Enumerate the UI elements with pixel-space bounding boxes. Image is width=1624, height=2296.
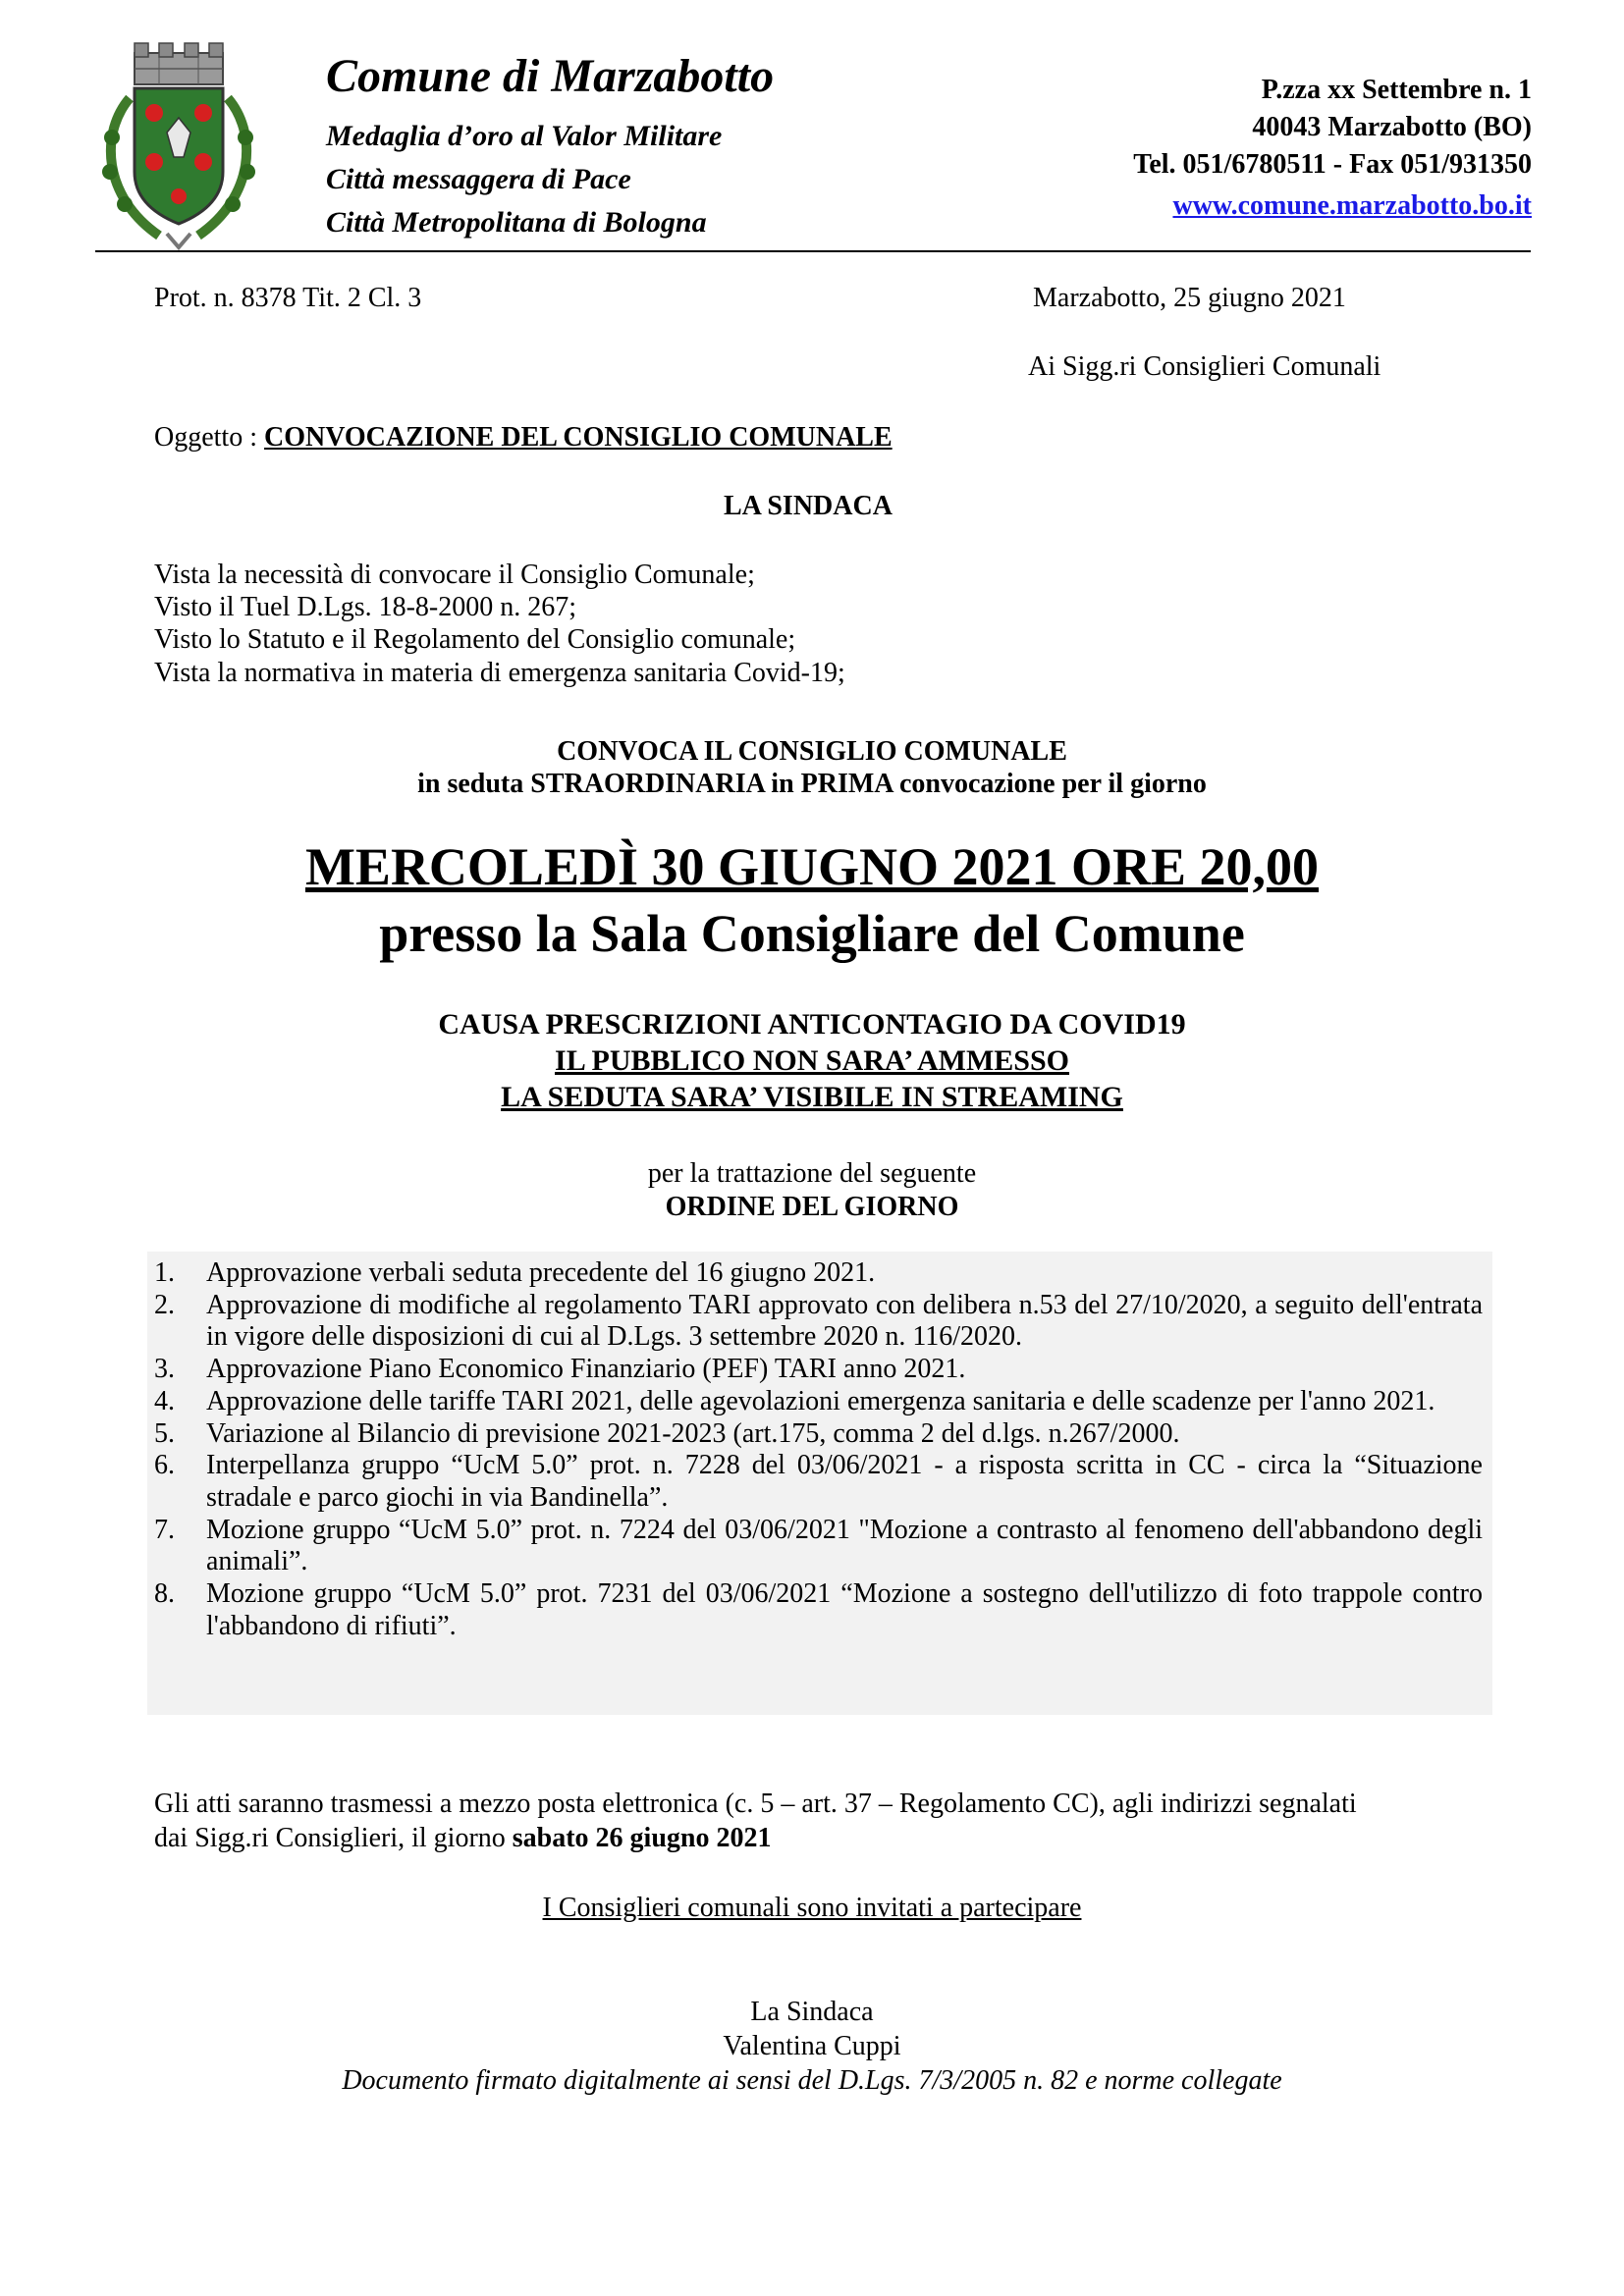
convocation-session: in seduta STRAORDINARIA in PRIMA convocazione per il giorno bbox=[417, 769, 1207, 799]
agenda-intro: per la trattazione del seguente bbox=[647, 1158, 977, 1189]
premise-line: Visto lo Statuto e il Regolamento del Consiglio comunale; bbox=[154, 624, 796, 655]
phone-fax: Tel. 051/6780511 - Fax 051/931350 bbox=[1133, 149, 1532, 180]
agenda-item-text: Approvazione verbali seduta precedente del 16 giugno 2021. bbox=[206, 1257, 876, 1288]
covid-notice-streaming: LA SEDUTA SARA’ VISIBILE IN STREAMING bbox=[501, 1081, 1123, 1113]
agenda-item-number: 1. bbox=[154, 1257, 175, 1288]
agenda-item-number: 8. bbox=[154, 1578, 175, 1610]
agenda-item bbox=[154, 1578, 1483, 1642]
agenda-item bbox=[154, 1386, 1483, 1418]
subject-text: CONVOCAZIONE DEL CONSIGLIO COMUNALE bbox=[264, 422, 893, 453]
agenda-item-number: 4. bbox=[154, 1385, 175, 1416]
recipient: Ai Sigg.ri Consiglieri Comunali bbox=[1028, 351, 1381, 382]
agenda-item-number: 7. bbox=[154, 1514, 175, 1545]
transmission-line: Gli atti saranno trasmessi a mezzo posta elettronica (c. 5 – art. 37 – Regolamento CC), agli indirizzi segnalati bbox=[154, 1789, 1357, 1819]
subject-line bbox=[154, 422, 893, 454]
covid-notice-no-public: IL PUBBLICO NON SARA’ AMMESSO bbox=[555, 1044, 1069, 1077]
agenda-heading: ORDINE DEL GIORNO bbox=[665, 1192, 959, 1222]
agenda-item-text: Approvazione di modifiche al regolamento TARI approvato con delibera n.53 del 27/10/2020, a seguito dell'entrata in vigore delle disposizioni di cui al D.Lgs. 3 settembre 2020 n. 116/2020. bbox=[206, 1289, 1483, 1353]
address-street: P.zza xx Settembre n. 1 bbox=[1261, 75, 1532, 105]
header-divider bbox=[95, 250, 1531, 252]
agenda-item-text: Mozione gruppo “UcM 5.0” prot. 7231 del 03/06/2021 “Mozione a sostegno dell'utilizzo di foto trappole contro l'abbandono di rifiuti”. bbox=[206, 1578, 1483, 1641]
invitation-note: I Consiglieri comunali sono invitati a partecipare bbox=[542, 1893, 1082, 1923]
agenda-item-number: 2. bbox=[154, 1289, 175, 1320]
digital-signature-note: Documento firmato digitalmente ai sensi del D.Lgs. 7/3/2005 n. 82 e norme collegate bbox=[342, 2065, 1282, 2096]
signature-role: La Sindaca bbox=[750, 1997, 874, 2027]
agenda-item-text: Approvazione Piano Economico Finanziario (PEF) TARI anno 2021. bbox=[206, 1354, 966, 1385]
signature-name: Valentina Cuppi bbox=[723, 2031, 901, 2061]
agenda-item bbox=[154, 1257, 1483, 1290]
agenda-item-number: 6. bbox=[154, 1450, 175, 1481]
transmission-date: sabato 26 giugno 2021 bbox=[512, 1823, 772, 1853]
place-date: Marzabotto, 25 giugno 2021 bbox=[1033, 283, 1346, 313]
agenda-item bbox=[154, 1450, 1483, 1514]
address-city: 40043 Marzabotto (BO) bbox=[1252, 112, 1532, 142]
transmission-date-line bbox=[154, 1823, 771, 1854]
meeting-date-time: MERCOLEDÌ 30 GIUGNO 2021 ORE 20,00 bbox=[304, 837, 1320, 896]
header-subtitle-medal: Medaglia d’oro al Valor Militare bbox=[326, 120, 723, 152]
covid-notice-line: CAUSA PRESCRIZIONI ANTICONTAGIO DA COVID19 bbox=[438, 1008, 1186, 1041]
agenda-list bbox=[154, 1257, 1483, 1642]
agenda-item bbox=[154, 1515, 1483, 1578]
crown-icon bbox=[135, 43, 223, 84]
agenda-item-text: Variazione al Bilancio di previsione 2021-2023 (art.175, comma 2 del d.lgs. n.267/2000. bbox=[206, 1417, 1180, 1449]
agenda-item-text: Approvazione delle tariffe TARI 2021, delle agevolazioni emergenza sanitaria e delle scadenze per l'anno 2021. bbox=[206, 1385, 1435, 1416]
agenda-item-number: 3. bbox=[154, 1354, 175, 1385]
agenda-item bbox=[154, 1290, 1483, 1354]
website-link[interactable]: www.comune.marzabotto.bo.it bbox=[1172, 190, 1532, 221]
municipality-title: Comune di Marzabotto bbox=[326, 50, 775, 102]
municipal-coat-of-arms bbox=[90, 39, 267, 255]
header-subtitle-peace: Città messaggera di Pace bbox=[326, 163, 631, 195]
subject-label: Oggetto : bbox=[154, 422, 264, 453]
agenda-item-text: Interpellanza gruppo “UcM 5.0” prot. n. 7228 del 03/06/2021 - a risposta scritta in CC - circa la “Situazione stradale e parco giochi in via Bandinella”. bbox=[206, 1450, 1483, 1513]
premise-line: Vista la necessità di convocare il Consiglio Comunale; bbox=[154, 560, 755, 590]
protocol-number: Prot. n. 8378 Tit. 2 Cl. 3 bbox=[154, 283, 422, 313]
issuer-heading: LA SINDACA bbox=[724, 491, 893, 521]
agenda-item bbox=[154, 1418, 1483, 1451]
convocation-heading: CONVOCA IL CONSIGLIO COMUNALE bbox=[557, 736, 1067, 767]
transmission-prefix: dai Sigg.ri Consiglieri, il giorno bbox=[154, 1823, 513, 1853]
header-subtitle-metro: Città Metropolitana di Bologna bbox=[326, 206, 707, 239]
shield-icon bbox=[135, 88, 223, 224]
agenda-item-text: Mozione gruppo “UcM 5.0” prot. n. 7224 del 03/06/2021 "Mozione a contrasto al fenomeno dell'abbandono degli animali”. bbox=[206, 1514, 1483, 1577]
premise-line: Vista la normativa in materia di emergenza sanitaria Covid-19; bbox=[154, 658, 845, 688]
premise-line: Visto il Tuel D.Lgs. 18-8-2000 n. 267; bbox=[154, 592, 577, 622]
agenda-item bbox=[154, 1354, 1483, 1386]
meeting-venue: presso la Sala Consigliare del Comune bbox=[379, 904, 1245, 963]
agenda-item-number: 5. bbox=[154, 1417, 175, 1449]
